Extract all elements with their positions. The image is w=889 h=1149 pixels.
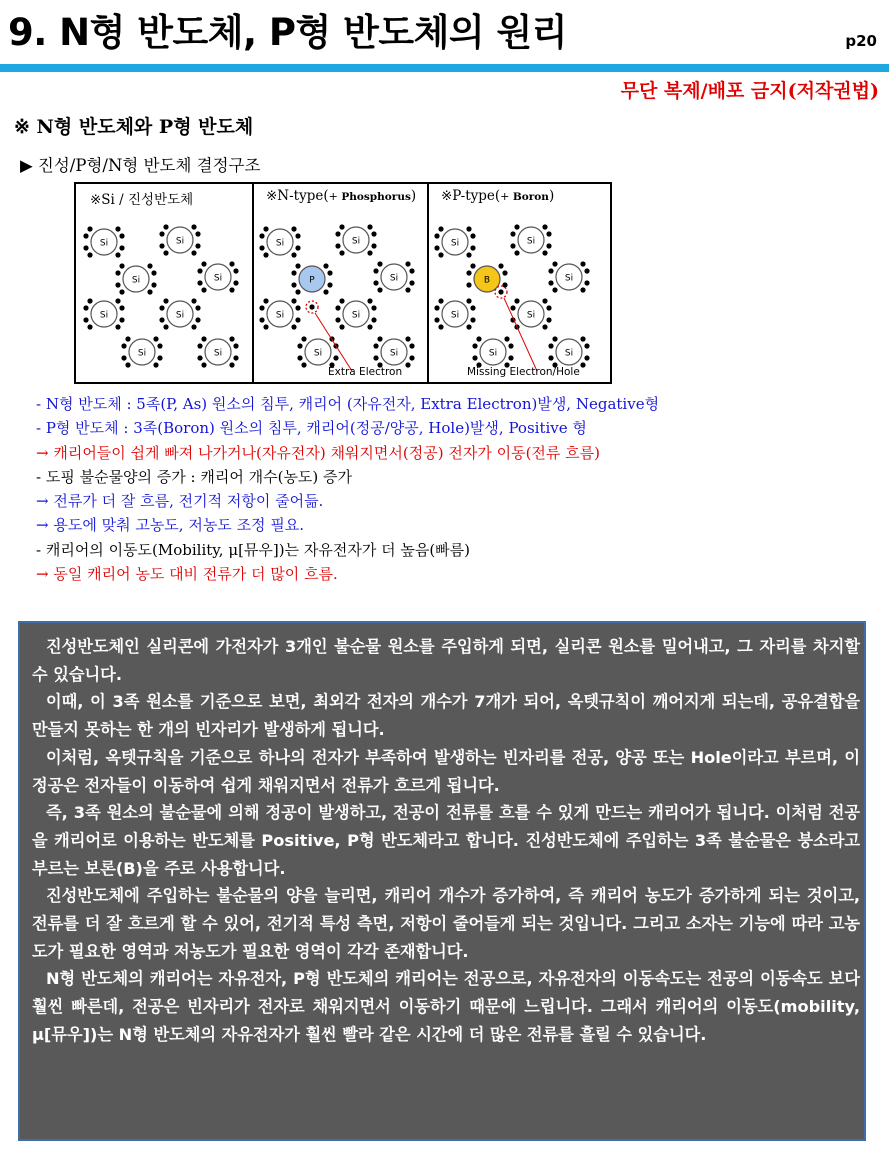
electron bbox=[542, 298, 547, 303]
electron bbox=[466, 298, 471, 303]
electron bbox=[151, 282, 156, 287]
electron bbox=[548, 343, 553, 348]
panel-n-type bbox=[252, 184, 429, 382]
electron bbox=[367, 224, 372, 229]
electron bbox=[584, 268, 589, 273]
electron bbox=[339, 224, 344, 229]
electron bbox=[163, 224, 168, 229]
electron bbox=[470, 317, 475, 322]
note-line: - 캐리어의 이동도(Mobility, μ[뮤우])는 자유전자가 더 높음(빠름) bbox=[36, 540, 471, 559]
electron bbox=[434, 245, 439, 250]
electron bbox=[291, 270, 296, 275]
electron bbox=[297, 355, 302, 360]
electron bbox=[259, 317, 264, 322]
electron bbox=[163, 250, 168, 255]
si-label: Si bbox=[389, 348, 399, 359]
electron bbox=[229, 287, 234, 292]
electron bbox=[115, 226, 120, 231]
electron bbox=[339, 250, 344, 255]
electron bbox=[87, 226, 92, 231]
electron bbox=[233, 280, 238, 285]
electron bbox=[151, 270, 156, 275]
electron bbox=[233, 355, 238, 360]
note-line: - 도핑 불순물양의 증가 : 캐리어 개수(농도) 증가 bbox=[36, 467, 353, 486]
electron bbox=[371, 305, 376, 310]
electron bbox=[470, 233, 475, 238]
si-label: Si bbox=[526, 236, 536, 247]
note-line: → 캐리어들이 쉽게 빠져 나가거나(자유전자) 채워지면서(정공) 전자가 이동(전류 흐름) bbox=[36, 443, 600, 462]
electron bbox=[409, 268, 414, 273]
electron bbox=[263, 324, 268, 329]
electron bbox=[159, 305, 164, 310]
electron bbox=[263, 226, 268, 231]
electron bbox=[121, 355, 126, 360]
electron bbox=[335, 305, 340, 310]
electron bbox=[434, 317, 439, 322]
electron bbox=[584, 280, 589, 285]
electron bbox=[197, 343, 202, 348]
note-line: → 용도에 맞춰 고농도, 저농도 조정 필요. bbox=[36, 516, 305, 535]
electron bbox=[377, 336, 382, 341]
extra-electron-caption: Extra Electron bbox=[328, 366, 403, 378]
electron bbox=[504, 336, 509, 341]
electron bbox=[542, 224, 547, 229]
electron bbox=[83, 317, 88, 322]
si-label: Si bbox=[389, 273, 399, 284]
explanation-paragraph: 즉, 3족 원소의 불순물에 의해 정공이 발생하고, 전공이 전류를 흐를 수 있게 만드는 캐리어가 됩니다. 이처럼 전공을 캐리어로 이용하는 반도체를 Positive, P형 반도체라고 합니다. 진성반도체에 주입하는 3족 불순물은 붕소라고 부르는 보론(B)을 주로 사용합니다. bbox=[32, 803, 860, 878]
electron bbox=[229, 362, 234, 367]
electron bbox=[470, 305, 475, 310]
panel-intrinsic bbox=[76, 184, 254, 382]
si-label: Si bbox=[488, 348, 498, 359]
intrinsic-lattice bbox=[76, 184, 252, 382]
panel-p-type bbox=[427, 184, 610, 382]
si-label: Si bbox=[175, 310, 185, 321]
electron bbox=[339, 324, 344, 329]
dopant-label: P bbox=[309, 275, 315, 286]
electron bbox=[115, 282, 120, 287]
electron bbox=[259, 245, 264, 250]
panel-title: ※P-type(+ Boron) bbox=[441, 188, 555, 204]
electron bbox=[510, 243, 515, 248]
electron bbox=[405, 336, 410, 341]
electron bbox=[546, 305, 551, 310]
electron bbox=[297, 343, 302, 348]
electron bbox=[191, 324, 196, 329]
electron bbox=[584, 355, 589, 360]
electron bbox=[373, 268, 378, 273]
electron bbox=[367, 250, 372, 255]
electron bbox=[153, 362, 158, 367]
electron bbox=[229, 261, 234, 266]
electron bbox=[580, 362, 585, 367]
electron bbox=[466, 270, 471, 275]
electron bbox=[201, 261, 206, 266]
electron bbox=[371, 243, 376, 248]
electron bbox=[191, 298, 196, 303]
electron bbox=[263, 298, 268, 303]
si-label: Si bbox=[275, 310, 285, 321]
electron bbox=[157, 355, 162, 360]
explanation-paragraph: 진성반도체인 실리콘에 가전자가 3개인 불순물 원소를 주입하게 되면, 실리콘 원소를 밀어내고, 그 자리를 차지할 수 있습니다. bbox=[32, 637, 860, 684]
panel-title: ※N-type(+ Phosphorus) bbox=[266, 188, 417, 204]
electron bbox=[191, 224, 196, 229]
electron bbox=[197, 280, 202, 285]
electron bbox=[333, 355, 338, 360]
electron bbox=[409, 280, 414, 285]
explanation-text bbox=[32, 633, 860, 1049]
explanation-paragraph: 진성반도체에 주입하는 불순물의 양을 늘리면, 캐리어 개수가 증가하여, 즉 캐리어 농도가 증가하게 되는 것이고, 전류를 더 잘 흐르게 할 수 있어, 전기적 특성 측면, 저항이 줄어들게 되는 것입니다. 그리고 소자는 기능에 따라 고농도가 필요한 영역과 저농도가 필요한 영역이 각각 존재합니다. bbox=[32, 886, 860, 961]
electron bbox=[438, 226, 443, 231]
electron bbox=[466, 324, 471, 329]
extra-electron bbox=[309, 304, 314, 309]
electron bbox=[291, 298, 296, 303]
electron bbox=[335, 231, 340, 236]
explanation-paragraph: 이때, 이 3족 원소를 기준으로 보면, 최외각 전자의 개수가 7개가 되어, 옥텟규칙이 깨어지게 되는데, 공유결합을 만들지 못하는 한 개의 빈자리가 발생하게 됩니다. bbox=[32, 692, 860, 740]
electron bbox=[580, 336, 585, 341]
electron bbox=[438, 252, 443, 257]
electron bbox=[259, 305, 264, 310]
electron bbox=[508, 343, 513, 348]
electron bbox=[259, 233, 264, 238]
page-number: p20 bbox=[845, 32, 877, 50]
electron bbox=[83, 245, 88, 250]
si-label: Si bbox=[131, 275, 141, 286]
electron bbox=[371, 231, 376, 236]
electron bbox=[323, 289, 328, 294]
crystal-structure-diagram bbox=[74, 182, 612, 384]
electron bbox=[295, 305, 300, 310]
electron bbox=[546, 231, 551, 236]
electron bbox=[87, 298, 92, 303]
electron bbox=[434, 305, 439, 310]
electron bbox=[119, 245, 124, 250]
electron bbox=[580, 287, 585, 292]
si-label: Si bbox=[313, 348, 323, 359]
electron bbox=[229, 336, 234, 341]
electron bbox=[472, 355, 477, 360]
electron bbox=[191, 250, 196, 255]
dopant-label: B bbox=[483, 275, 491, 286]
electron bbox=[327, 282, 332, 287]
electron bbox=[510, 231, 515, 236]
si-label: Si bbox=[213, 348, 223, 359]
explanation-paragraph: 이처럼, 옥텟규칙을 기준으로 하나의 전자가 부족하여 발생하는 빈자리를 전공, 양공 또는 Hole이라고 부르며, 이 정공은 전자들이 이동하여 쉽게 채워지면서 전류가 흐르게 됩니다. bbox=[32, 747, 860, 795]
electron bbox=[157, 343, 162, 348]
header-divider bbox=[0, 64, 889, 72]
electron bbox=[295, 233, 300, 238]
electron bbox=[498, 263, 503, 268]
electron bbox=[195, 231, 200, 236]
electron bbox=[548, 268, 553, 273]
si-label: Si bbox=[351, 310, 361, 321]
electron bbox=[377, 261, 382, 266]
p-type-lattice bbox=[427, 184, 610, 382]
electron bbox=[409, 343, 414, 348]
electron bbox=[502, 270, 507, 275]
electron bbox=[201, 287, 206, 292]
electron bbox=[201, 336, 206, 341]
electron bbox=[552, 287, 557, 292]
electron bbox=[119, 305, 124, 310]
electron bbox=[119, 289, 124, 294]
electron bbox=[548, 355, 553, 360]
electron bbox=[373, 280, 378, 285]
panel-title: ※Si / 진성반도체 bbox=[90, 192, 194, 208]
electron bbox=[119, 233, 124, 238]
electron bbox=[373, 355, 378, 360]
si-label: Si bbox=[564, 348, 574, 359]
electron bbox=[542, 324, 547, 329]
notes-list bbox=[36, 392, 659, 586]
electron bbox=[405, 287, 410, 292]
note-line: - N형 반도체 : 5족(P, As) 원소의 침투, 캐리어 (자유전자, Extra Electron)발생, Negative형 bbox=[36, 395, 660, 413]
electron bbox=[405, 261, 410, 266]
electron bbox=[195, 305, 200, 310]
electron bbox=[510, 305, 515, 310]
electron bbox=[335, 317, 340, 322]
electron bbox=[159, 317, 164, 322]
electron bbox=[584, 343, 589, 348]
electron bbox=[377, 287, 382, 292]
electron bbox=[514, 298, 519, 303]
electron bbox=[470, 263, 475, 268]
electron bbox=[233, 343, 238, 348]
electron bbox=[233, 268, 238, 273]
si-label: Si bbox=[213, 273, 223, 284]
section-heading: ※ N형 반도체와 P형 반도체 bbox=[14, 116, 254, 138]
electron bbox=[147, 289, 152, 294]
electron bbox=[470, 245, 475, 250]
electron bbox=[115, 270, 120, 275]
electron bbox=[367, 324, 372, 329]
electron bbox=[546, 243, 551, 248]
si-label: Si bbox=[526, 310, 536, 321]
electron bbox=[508, 355, 513, 360]
electron bbox=[295, 289, 300, 294]
note-line: → 동일 캐리어 농도 대비 전류가 더 많이 흐름. bbox=[36, 565, 338, 584]
electron bbox=[153, 336, 158, 341]
electron bbox=[83, 305, 88, 310]
explanation-paragraph: N형 반도체의 캐리어는 자유전자, P형 반도체의 캐리어는 전공으로, 자유전자의 이동속도는 전공의 이동속도 보다 훨씬 빠른데, 전공은 빈자리가 전자로 채워지면서 이동하기 때문에 느립니다. 그래서 캐리어의 이동도(mobility, μ[뮤우])는 N형 반도체의 자유전자가 훨씬 빨라 같은 시간에 더 많은 전류를 흘릴 수 있습니다. bbox=[32, 969, 860, 1044]
electron bbox=[472, 343, 477, 348]
electron bbox=[87, 324, 92, 329]
electron bbox=[125, 362, 130, 367]
electron bbox=[466, 252, 471, 257]
electron bbox=[476, 336, 481, 341]
electron bbox=[295, 263, 300, 268]
electron bbox=[195, 243, 200, 248]
electron bbox=[291, 282, 296, 287]
si-label: Si bbox=[450, 310, 460, 321]
electron bbox=[498, 289, 503, 294]
electron bbox=[163, 324, 168, 329]
electron bbox=[83, 233, 88, 238]
electron bbox=[373, 343, 378, 348]
electron bbox=[87, 252, 92, 257]
electron bbox=[466, 282, 471, 287]
electron bbox=[291, 324, 296, 329]
electron bbox=[291, 252, 296, 257]
electron bbox=[548, 280, 553, 285]
electron bbox=[295, 317, 300, 322]
hole-caption: Missing Electron/Hole bbox=[467, 366, 580, 378]
electron bbox=[552, 261, 557, 266]
electron bbox=[327, 270, 332, 275]
copyright-notice: 무단 복제/배포 금지(저작권법) bbox=[620, 80, 879, 102]
electron bbox=[159, 231, 164, 236]
si-label: Si bbox=[137, 348, 147, 359]
note-line: - P형 반도체 : 3족(Boron) 원소의 침투, 캐리어(정공/양공, Hole)발생, Positive 형 bbox=[36, 419, 587, 438]
electron bbox=[115, 298, 120, 303]
si-label: Si bbox=[275, 238, 285, 249]
electron bbox=[115, 324, 120, 329]
subsection-heading: ▶ 진성/P형/N형 반도체 결정구조 bbox=[20, 156, 261, 175]
electron bbox=[147, 263, 152, 268]
electron bbox=[301, 336, 306, 341]
electron bbox=[195, 317, 200, 322]
si-label: Si bbox=[351, 236, 361, 247]
electron bbox=[546, 317, 551, 322]
electron bbox=[367, 298, 372, 303]
electron bbox=[323, 263, 328, 268]
explanation-box bbox=[18, 621, 866, 1141]
si-label: Si bbox=[99, 310, 109, 321]
electron bbox=[542, 250, 547, 255]
electron bbox=[119, 263, 124, 268]
electron bbox=[371, 317, 376, 322]
electron bbox=[301, 362, 306, 367]
electron bbox=[197, 355, 202, 360]
electron bbox=[552, 336, 557, 341]
si-label: Si bbox=[450, 238, 460, 249]
electron bbox=[159, 243, 164, 248]
electron bbox=[434, 233, 439, 238]
note-line: → 전류가 더 잘 흐름, 전기적 저항이 줄어듦. bbox=[36, 492, 324, 511]
electron bbox=[197, 268, 202, 273]
electron bbox=[580, 261, 585, 266]
electron bbox=[438, 298, 443, 303]
electron bbox=[514, 250, 519, 255]
si-label: Si bbox=[99, 238, 109, 249]
electron bbox=[125, 336, 130, 341]
electron bbox=[409, 355, 414, 360]
electron bbox=[201, 362, 206, 367]
n-type-lattice bbox=[252, 184, 427, 382]
electron bbox=[514, 224, 519, 229]
si-label: Si bbox=[175, 236, 185, 247]
electron bbox=[163, 298, 168, 303]
electron bbox=[405, 362, 410, 367]
electron bbox=[295, 245, 300, 250]
electron bbox=[121, 343, 126, 348]
electron bbox=[466, 226, 471, 231]
electron bbox=[115, 252, 120, 257]
electron bbox=[119, 317, 124, 322]
page-title: 9. N형 반도체, P형 반도체의 원리 bbox=[8, 11, 568, 54]
electron bbox=[291, 226, 296, 231]
electron bbox=[335, 243, 340, 248]
electron bbox=[339, 298, 344, 303]
si-label: Si bbox=[564, 273, 574, 284]
electron bbox=[263, 252, 268, 257]
electron bbox=[438, 324, 443, 329]
